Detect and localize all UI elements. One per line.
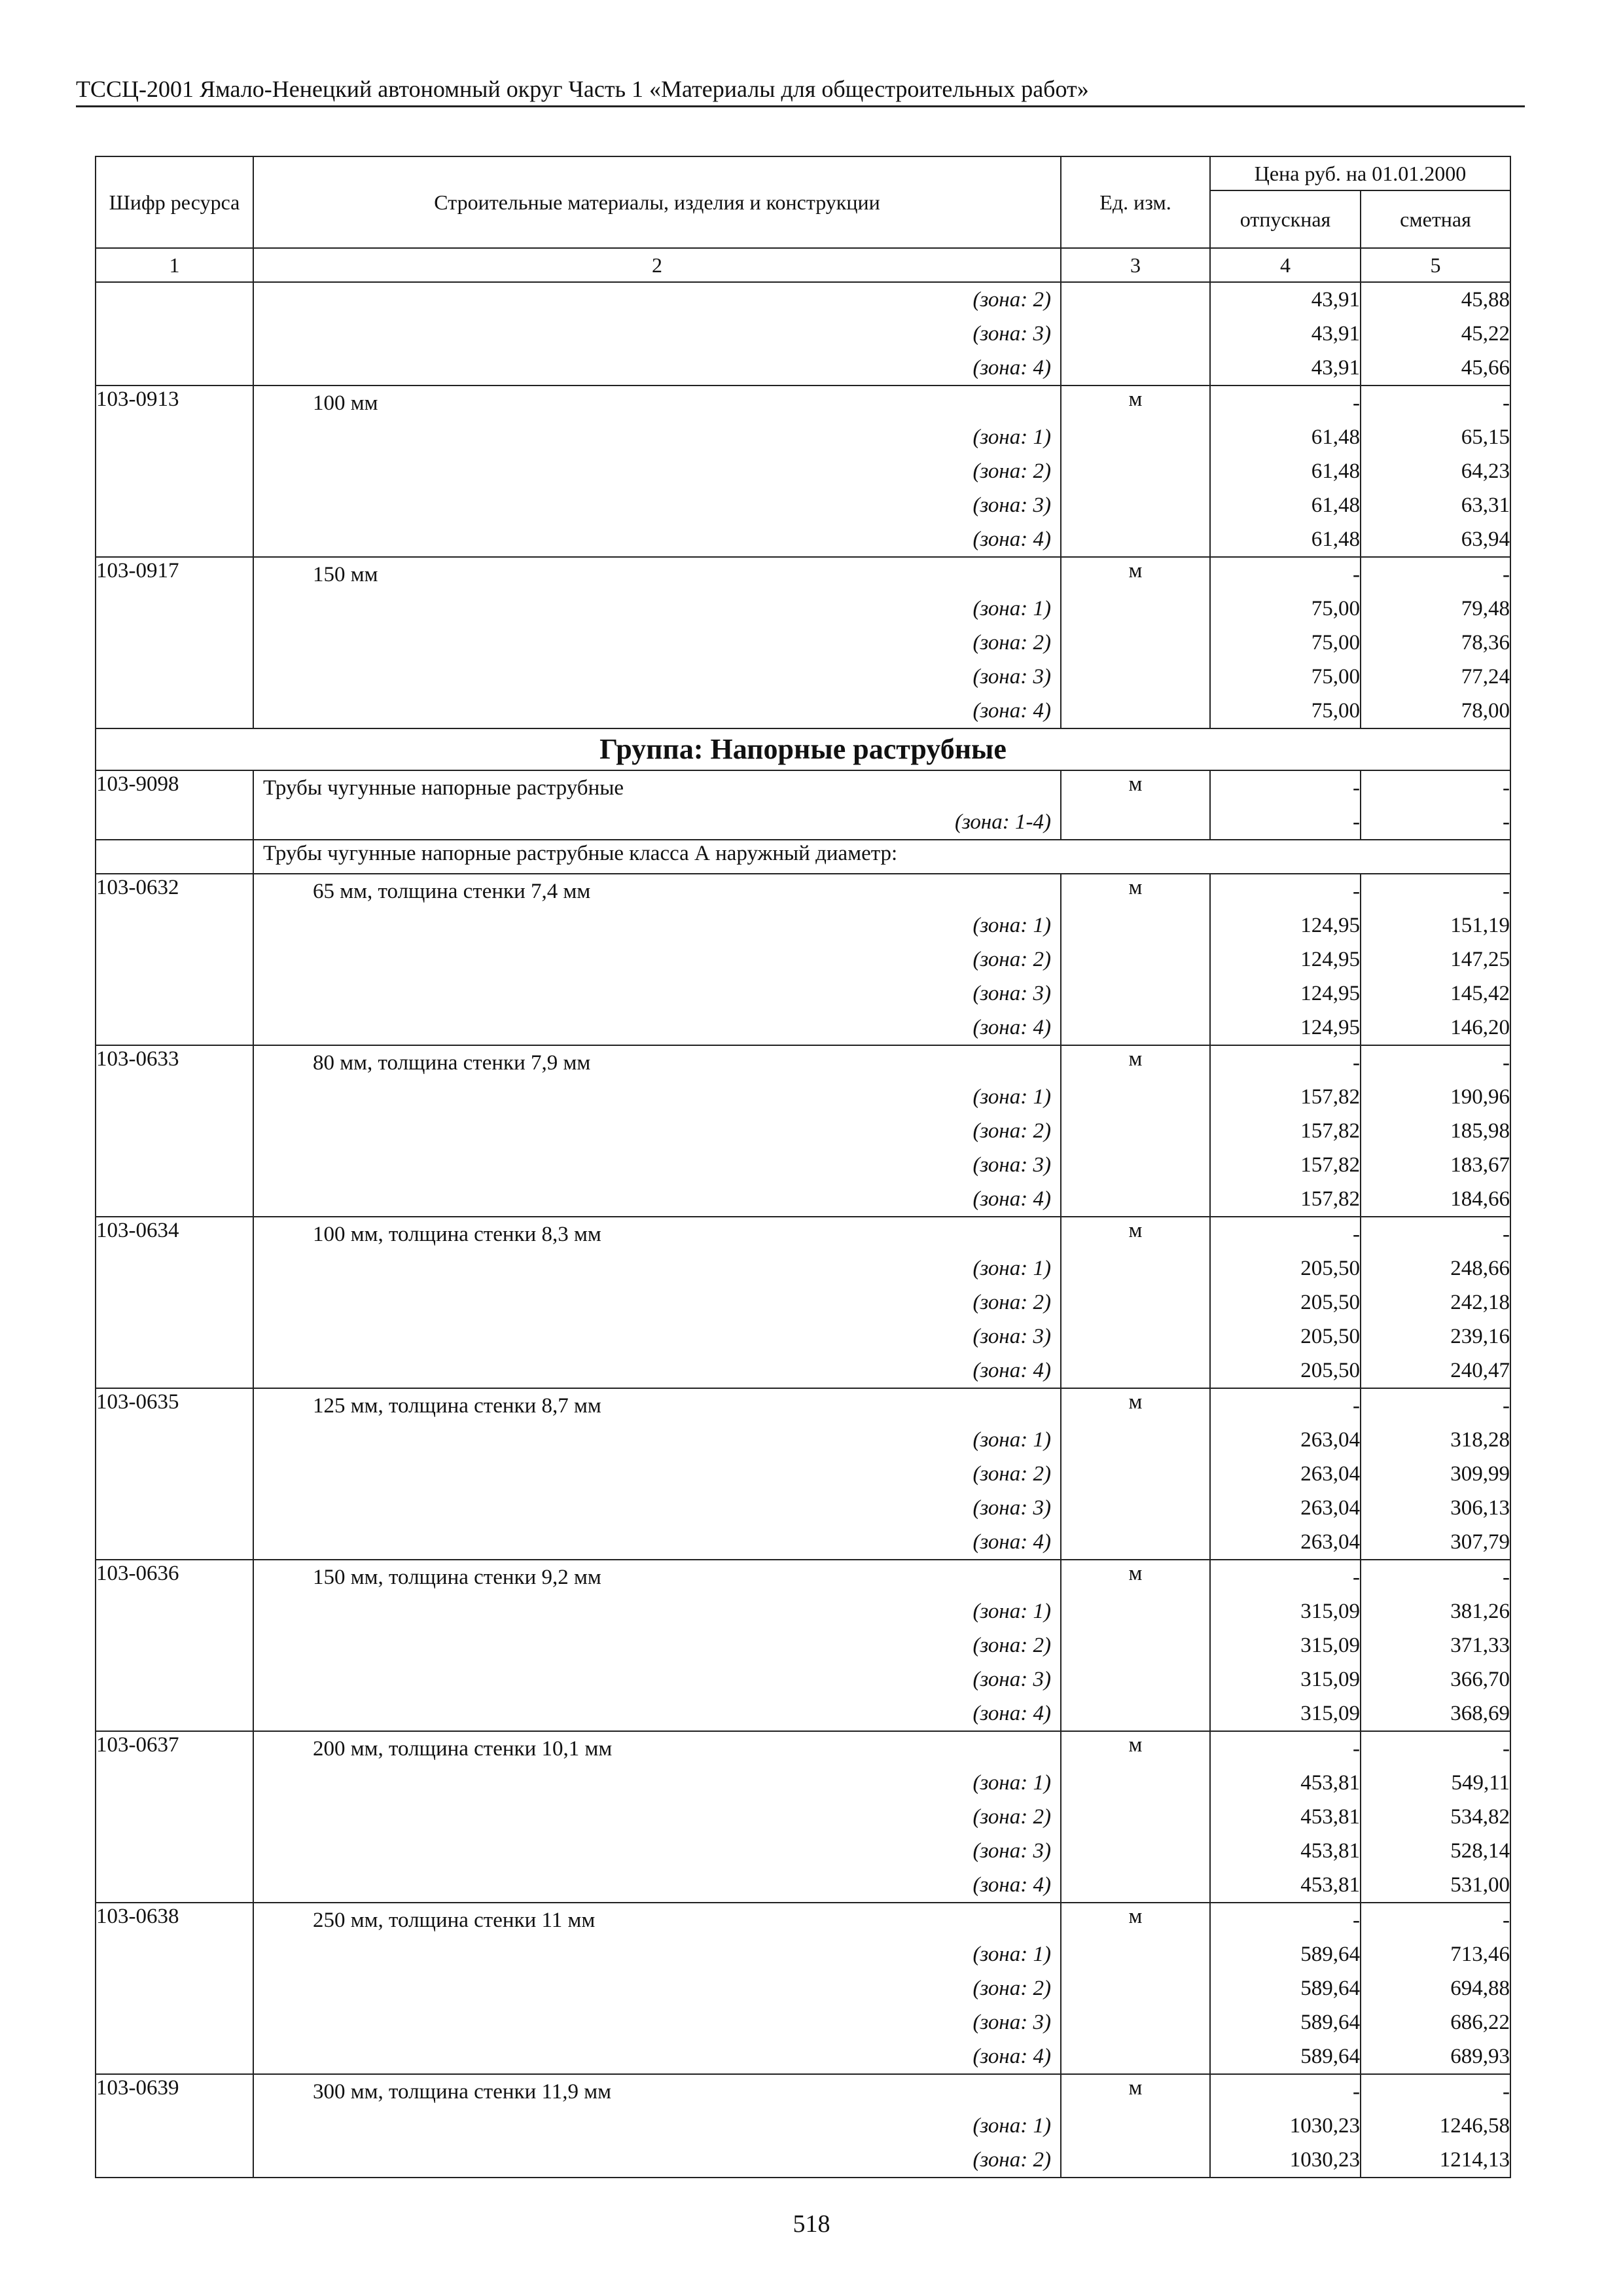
zone-estimate-price: 151,19	[1450, 914, 1510, 937]
zone-estimate-price: 183,67	[1450, 1153, 1510, 1177]
resource-code: 103-0635	[96, 1390, 179, 1414]
zone-release-price: 43,91	[1311, 322, 1360, 346]
resource-code-cell	[96, 1217, 253, 1388]
zone-label: (зона: 1)	[972, 914, 1051, 937]
unit-cell	[1061, 874, 1210, 1045]
release-price: -	[1353, 1394, 1360, 1418]
table-row	[96, 386, 1510, 557]
zone-release-price: 75,00	[1311, 699, 1360, 723]
zone-label: (зона: 3)	[972, 665, 1051, 689]
release-price: -	[1353, 1909, 1360, 1932]
zone-release-price: 453,81	[1300, 1771, 1360, 1795]
zone-estimate-price: 185,98	[1450, 1119, 1510, 1143]
price-table	[95, 156, 1511, 2178]
zone-label: (зона: 3)	[972, 1153, 1051, 1177]
item-name: 125 мм, толщина стенки 8,7 мм	[313, 1394, 601, 1418]
resource-code: 103-0636	[96, 1562, 179, 1585]
page-header-title: ТССЦ-2001 Ямало-Ненецкий автономный округ Часть 1 «Материалы для общестроительных работ»	[76, 76, 1089, 102]
release-price: -	[1353, 776, 1360, 800]
release-price-cell	[1210, 874, 1361, 1045]
zone-estimate-price: 146,20	[1450, 1016, 1510, 1039]
item-name: 100 мм, толщина стенки 8,3 мм	[313, 1223, 601, 1246]
release-price: -	[1353, 1566, 1360, 1589]
table-body-group	[96, 770, 1510, 840]
zone-estimate-price: 371,33	[1450, 1634, 1510, 1657]
zone-release-price: 124,95	[1300, 1016, 1360, 1039]
zone-release-price: 453,81	[1300, 1839, 1360, 1863]
zone-estimate-price: 306,13	[1450, 1496, 1510, 1520]
zone-estimate-price: 549,11	[1451, 1771, 1510, 1795]
zone-estimate-price: 694,88	[1450, 1977, 1510, 2000]
zone-label: (зона: 1)	[972, 597, 1051, 620]
unit-value: м	[1128, 1905, 1143, 1928]
unit-cell	[1061, 386, 1210, 557]
name-cell	[253, 1731, 1061, 1903]
unit-cell	[1061, 1388, 1210, 1560]
zone-estimate-price: 242,18	[1450, 1291, 1510, 1314]
zone-estimate-price: 145,42	[1450, 982, 1510, 1005]
resource-code-cell	[96, 874, 253, 1045]
zone-release-price: 157,82	[1300, 1085, 1360, 1109]
table-row	[96, 282, 1510, 386]
zone-release-price: 157,82	[1300, 1119, 1360, 1143]
name-cell	[253, 386, 1061, 557]
zone-estimate-price: 686,22	[1450, 2011, 1510, 2034]
table-row	[96, 557, 1510, 728]
col-header-estimate: сметная	[1361, 190, 1510, 248]
zone-release-price: 263,04	[1300, 1462, 1360, 1486]
col-number: 1	[96, 248, 253, 282]
estimate-price: -	[1503, 1223, 1510, 1246]
zone-estimate-price: 77,24	[1461, 665, 1510, 689]
zone-estimate-price: 309,99	[1450, 1462, 1510, 1486]
resource-code: 103-0917	[96, 559, 179, 583]
zone-estimate-price: 79,48	[1461, 597, 1510, 620]
estimate-price: -	[1503, 1909, 1510, 1932]
estimate-price-cell	[1361, 874, 1510, 1045]
zone-release-price: 589,64	[1300, 2011, 1360, 2034]
item-name: 100 мм	[313, 391, 378, 415]
zone-label: (зона: 2)	[972, 948, 1051, 971]
zone-estimate-price: 531,00	[1450, 1873, 1510, 1897]
zone-estimate-price: 78,00	[1461, 699, 1510, 723]
estimate-price-cell	[1361, 2074, 1510, 2178]
subheading-row	[96, 840, 1510, 874]
zone-label: (зона: 2)	[972, 288, 1051, 312]
estimate-price: -	[1503, 1394, 1510, 1418]
resource-code-cell	[96, 1388, 253, 1560]
release-price-cell	[1210, 770, 1361, 840]
zone-estimate-price: 147,25	[1450, 948, 1510, 971]
item-name: 200 мм, толщина стенки 10,1 мм	[313, 1737, 613, 1761]
zone-estimate-price: 534,82	[1450, 1805, 1510, 1829]
zone-label: (зона: 4)	[972, 356, 1051, 380]
name-cell	[253, 1045, 1061, 1217]
zone-label: (зона: 4)	[972, 1016, 1051, 1039]
table-body-after	[96, 874, 1510, 2178]
zone-release-price: 124,95	[1300, 948, 1360, 971]
resource-code: 103-0639	[96, 2076, 179, 2100]
col-header-release: отпускная	[1210, 190, 1361, 248]
release-price: -	[1353, 1051, 1360, 1075]
zone-estimate-price: 239,16	[1450, 1325, 1510, 1348]
resource-code: 103-0637	[96, 1733, 179, 1757]
name-cell	[253, 1217, 1061, 1388]
zone-release-price: 1030,23	[1289, 2114, 1360, 2138]
zone-estimate-price: 63,94	[1461, 528, 1510, 551]
table-header	[96, 156, 1510, 282]
unit-cell	[1061, 770, 1210, 840]
release-price-cell	[1210, 2074, 1361, 2178]
zone-label: (зона: 1)	[972, 1943, 1051, 1966]
col-number: 5	[1361, 248, 1510, 282]
release-price: -	[1353, 1223, 1360, 1246]
resource-code: 103-0633	[96, 1047, 179, 1071]
zone-estimate-price: 45,88	[1461, 288, 1510, 312]
resource-code: 103-0634	[96, 1219, 179, 1242]
estimate-price-cell	[1361, 1903, 1510, 2074]
zone-estimate-price: 689,93	[1450, 2045, 1510, 2068]
zone-release-price: 453,81	[1300, 1805, 1360, 1829]
resource-code: 103-0638	[96, 1905, 179, 1928]
name-cell	[253, 874, 1061, 1045]
estimate-price-cell	[1361, 386, 1510, 557]
zone-release-price: 75,00	[1311, 631, 1360, 655]
table-row	[96, 1388, 1510, 1560]
zone-estimate-price: 240,47	[1450, 1359, 1510, 1382]
estimate-price-cell	[1361, 1731, 1510, 1903]
estimate-price-cell	[1361, 1560, 1510, 1731]
zone-estimate-price: 248,66	[1450, 1257, 1510, 1280]
resource-code-cell	[96, 1731, 253, 1903]
item-name: Трубы чугунные напорные раструбные	[263, 776, 624, 800]
release-price: -	[1353, 391, 1360, 415]
zone-release-price: 453,81	[1300, 1873, 1360, 1897]
col-number: 4	[1210, 248, 1361, 282]
zone-estimate-price: 528,14	[1450, 1839, 1510, 1863]
zone-release-price: 157,82	[1300, 1187, 1360, 1211]
group-title: Группа: Напорные раструбные	[96, 728, 1510, 770]
zone-estimate-price: 190,96	[1450, 1085, 1510, 1109]
zone-label: (зона: 1)	[972, 1257, 1051, 1280]
unit-cell	[1061, 1731, 1210, 1903]
col-number: 2	[253, 248, 1061, 282]
unit-value: м	[1128, 1219, 1143, 1242]
zone-estimate-price: 63,31	[1461, 493, 1510, 517]
release-price-cell	[1210, 1560, 1361, 1731]
table-row	[96, 770, 1510, 840]
release-price-cell	[1210, 1731, 1361, 1903]
release-price: -	[1353, 1737, 1360, 1761]
table-row	[96, 1560, 1510, 1731]
estimate-price-cell	[1361, 282, 1510, 386]
zone-release-price: 263,04	[1300, 1496, 1360, 1520]
zone-estimate-price: 45,22	[1461, 322, 1510, 346]
zone-estimate-price: 381,26	[1450, 1600, 1510, 1623]
resource-code-cell	[96, 282, 253, 386]
item-name: 80 мм, толщина стенки 7,9 мм	[313, 1051, 591, 1075]
name-cell	[253, 1388, 1061, 1560]
zone-label: (зона: 2)	[972, 1119, 1051, 1143]
unit-cell	[1061, 1045, 1210, 1217]
zone-release-price: 205,50	[1300, 1359, 1360, 1382]
zone-label: (зона: 2)	[972, 1805, 1051, 1829]
release-price-cell	[1210, 1045, 1361, 1217]
group-section	[96, 728, 1510, 770]
zone-estimate-price: -	[1503, 810, 1510, 834]
estimate-price: -	[1503, 2080, 1510, 2104]
zone-label: (зона: 1-4)	[954, 810, 1051, 834]
estimate-price: -	[1503, 563, 1510, 586]
name-cell	[253, 1560, 1061, 1731]
item-name: 150 мм	[313, 563, 378, 586]
zone-label: (зона: 4)	[972, 1530, 1051, 1554]
resource-code-cell	[96, 1045, 253, 1217]
zone-label: (зона: 2)	[972, 1462, 1051, 1486]
resource-code: 103-9098	[96, 772, 179, 796]
zone-release-price: 61,48	[1311, 528, 1360, 551]
col-header-unit: Ед. изм.	[1061, 156, 1210, 248]
zone-estimate-price: 184,66	[1450, 1187, 1510, 1211]
estimate-price: -	[1503, 1737, 1510, 1761]
unit-cell	[1061, 557, 1210, 728]
zone-label: (зона: 3)	[972, 1325, 1051, 1348]
col-header-price: Цена руб. на 01.01.2000	[1210, 156, 1510, 190]
zone-release-price: 124,95	[1300, 982, 1360, 1005]
release-price: -	[1353, 563, 1360, 586]
estimate-price: -	[1503, 880, 1510, 903]
zone-release-price: 205,50	[1300, 1257, 1360, 1280]
zone-release-price: 589,64	[1300, 2045, 1360, 2068]
table-row	[96, 1903, 1510, 2074]
item-name: 250 мм, толщина стенки 11 мм	[313, 1909, 596, 1932]
zone-estimate-price: 1246,58	[1439, 2114, 1510, 2138]
release-price-cell	[1210, 282, 1361, 386]
table-row	[96, 1045, 1510, 1217]
col-header-name: Строительные материалы, изделия и конструкции	[253, 156, 1061, 248]
resource-code-cell	[96, 557, 253, 728]
col-header-code: Шифр ресурса	[96, 156, 253, 248]
zone-estimate-price: 78,36	[1461, 631, 1510, 655]
resource-code: 103-0632	[96, 876, 179, 899]
item-name: 65 мм, толщина стенки 7,4 мм	[313, 880, 591, 903]
estimate-price-cell	[1361, 557, 1510, 728]
zone-release-price: 589,64	[1300, 1977, 1360, 2000]
name-cell	[253, 282, 1061, 386]
release-price-cell	[1210, 386, 1361, 557]
estimate-price-cell	[1361, 1388, 1510, 1560]
page-number: 518	[793, 2210, 830, 2238]
subheading-section	[96, 840, 1510, 874]
zone-estimate-price: 368,69	[1450, 1702, 1510, 1725]
resource-code: 103-0913	[96, 387, 179, 411]
estimate-price-cell	[1361, 770, 1510, 840]
zone-label: (зона: 1)	[972, 2114, 1051, 2138]
unit-cell	[1061, 2074, 1210, 2178]
unit-value: м	[1128, 1733, 1143, 1757]
zone-release-price: 263,04	[1300, 1428, 1360, 1452]
header-rule	[76, 105, 1525, 107]
zone-release-price: 263,04	[1300, 1530, 1360, 1554]
name-cell	[253, 1903, 1061, 2074]
release-price-cell	[1210, 1217, 1361, 1388]
resource-code-cell	[96, 1903, 253, 2074]
unit-cell	[1061, 1217, 1210, 1388]
unit-value: м	[1128, 559, 1143, 583]
zone-label: (зона: 2)	[972, 2148, 1051, 2172]
zone-release-price: 157,82	[1300, 1153, 1360, 1177]
zone-release-price: 1030,23	[1289, 2148, 1360, 2172]
price-table-wrapper	[95, 156, 1510, 2178]
zone-release-price: 589,64	[1300, 1943, 1360, 1966]
zone-release-price: 205,50	[1300, 1325, 1360, 1348]
zone-label: (зона: 4)	[972, 1359, 1051, 1382]
unit-value: м	[1128, 1562, 1143, 1585]
group-row	[96, 728, 1510, 770]
zone-release-price: -	[1353, 810, 1360, 834]
col-number: 3	[1061, 248, 1210, 282]
subheading-code-cell	[96, 840, 253, 874]
zone-label: (зона: 1)	[972, 1600, 1051, 1623]
zone-label: (зона: 1)	[972, 1771, 1051, 1795]
resource-code-cell	[96, 2074, 253, 2178]
zone-release-price: 43,91	[1311, 356, 1360, 380]
zone-release-price: 315,09	[1300, 1600, 1360, 1623]
zone-label: (зона: 4)	[972, 1187, 1051, 1211]
zone-label: (зона: 3)	[972, 982, 1051, 1005]
zone-release-price: 61,48	[1311, 425, 1360, 449]
release-price: -	[1353, 880, 1360, 903]
unit-value: м	[1128, 772, 1143, 796]
estimate-price: -	[1503, 1566, 1510, 1589]
zone-label: (зона: 2)	[972, 1291, 1051, 1314]
zone-label: (зона: 2)	[972, 1634, 1051, 1657]
zone-label: (зона: 4)	[972, 1873, 1051, 1897]
release-price-cell	[1210, 1388, 1361, 1560]
zone-release-price: 124,95	[1300, 914, 1360, 937]
zone-label: (зона: 4)	[972, 2045, 1051, 2068]
release-price-cell	[1210, 557, 1361, 728]
resource-code-cell	[96, 770, 253, 840]
table-body-before	[96, 282, 1510, 728]
table-row	[96, 1731, 1510, 1903]
zone-label: (зона: 3)	[972, 1839, 1051, 1863]
zone-label: (зона: 1)	[972, 425, 1051, 449]
subheading-text: Трубы чугунные напорные раструбные класса А наружный диаметр:	[253, 840, 1510, 874]
zone-label: (зона: 2)	[972, 459, 1051, 483]
table-row	[96, 874, 1510, 1045]
estimate-price-cell	[1361, 1045, 1510, 1217]
zone-label: (зона: 4)	[972, 1702, 1051, 1725]
zone-estimate-price: 45,66	[1461, 356, 1510, 380]
zone-label: (зона: 4)	[972, 528, 1051, 551]
zone-label: (зона: 3)	[972, 1496, 1051, 1520]
zone-estimate-price: 1214,13	[1439, 2148, 1510, 2172]
zone-label: (зона: 1)	[972, 1085, 1051, 1109]
estimate-price-cell	[1361, 1217, 1510, 1388]
zone-label: (зона: 1)	[972, 1428, 1051, 1452]
zone-label: (зона: 2)	[972, 1977, 1051, 2000]
zone-label: (зона: 3)	[972, 2011, 1051, 2034]
estimate-price: -	[1503, 391, 1510, 415]
zone-estimate-price: 366,70	[1450, 1668, 1510, 1691]
zone-label: (зона: 3)	[972, 322, 1051, 346]
zone-label: (зона: 2)	[972, 631, 1051, 655]
zone-release-price: 315,09	[1300, 1634, 1360, 1657]
zone-release-price: 43,91	[1311, 288, 1360, 312]
table-row	[96, 2074, 1510, 2178]
unit-value: м	[1128, 2076, 1143, 2100]
zone-estimate-price: 307,79	[1450, 1530, 1510, 1554]
name-cell	[253, 557, 1061, 728]
release-price: -	[1353, 2080, 1360, 2104]
zone-release-price: 61,48	[1311, 493, 1360, 517]
zone-release-price: 61,48	[1311, 459, 1360, 483]
zone-estimate-price: 318,28	[1450, 1428, 1510, 1452]
unit-value: м	[1128, 1047, 1143, 1071]
unit-cell	[1061, 282, 1210, 386]
item-name: 150 мм, толщина стенки 9,2 мм	[313, 1566, 601, 1589]
unit-cell	[1061, 1903, 1210, 2074]
name-cell	[253, 770, 1061, 840]
zone-label: (зона: 3)	[972, 1668, 1051, 1691]
zone-label: (зона: 4)	[972, 699, 1051, 723]
estimate-price: -	[1503, 1051, 1510, 1075]
unit-value: м	[1128, 387, 1143, 411]
release-price-cell	[1210, 1903, 1361, 2074]
zone-estimate-price: 65,15	[1461, 425, 1510, 449]
zone-release-price: 205,50	[1300, 1291, 1360, 1314]
name-cell	[253, 2074, 1061, 2178]
unit-cell	[1061, 1560, 1210, 1731]
zone-release-price: 75,00	[1311, 665, 1360, 689]
zone-estimate-price: 713,46	[1450, 1943, 1510, 1966]
unit-value: м	[1128, 876, 1143, 899]
zone-estimate-price: 64,23	[1461, 459, 1510, 483]
zone-release-price: 75,00	[1311, 597, 1360, 620]
table-row	[96, 1217, 1510, 1388]
item-name: 300 мм, толщина стенки 11,9 мм	[313, 2080, 612, 2104]
unit-value: м	[1128, 1390, 1143, 1414]
zone-label: (зона: 3)	[972, 493, 1051, 517]
zone-release-price: 315,09	[1300, 1702, 1360, 1725]
zone-release-price: 315,09	[1300, 1668, 1360, 1691]
estimate-price: -	[1503, 776, 1510, 800]
resource-code-cell	[96, 1560, 253, 1731]
resource-code-cell	[96, 386, 253, 557]
